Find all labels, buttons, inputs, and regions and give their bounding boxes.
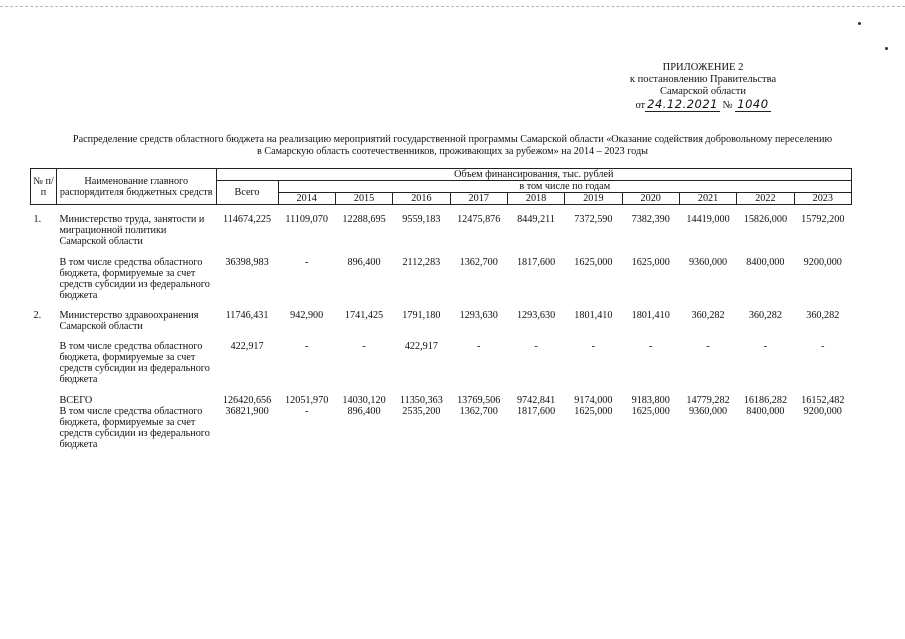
row-year-value: 7382,390 (631, 214, 670, 225)
row-year-value: 14779,282 (686, 395, 730, 406)
row-total: 126420,656 (222, 395, 272, 406)
table-row (31, 257, 852, 301)
header-year: 2018 (507, 193, 564, 205)
row-year-value: 896,400 (347, 406, 381, 417)
header-year: 2015 (335, 193, 392, 205)
row-year-value: 16152,482 (801, 395, 845, 406)
row-year-value: 9183,800 (631, 395, 670, 406)
row-year-value: 9174,000 (574, 395, 613, 406)
header-year: 2020 (622, 193, 679, 205)
row-spacer (31, 301, 852, 310)
row-year-value: - (304, 341, 309, 352)
row-year-value: 12051,970 (285, 395, 329, 406)
row-year-value: 1293,630 (459, 310, 498, 321)
row-year-value: 16186,282 (743, 395, 788, 406)
row-year-value: 9360,000 (688, 406, 728, 417)
header-year: 2016 (393, 193, 450, 205)
scan-speck (885, 47, 888, 50)
row-number (31, 406, 57, 450)
annex-title: ПРИЛОЖЕНИЕ 2 (662, 62, 744, 73)
header-num: № п/п (31, 169, 57, 205)
row-year-value: 9200,000 (803, 406, 842, 417)
document-title (30, 134, 875, 158)
header-total: Всего (216, 181, 278, 205)
row-year-value: 1362,700 (459, 257, 498, 268)
annex-line-2: Самарской области (660, 86, 746, 97)
row-year-value: - (304, 257, 309, 268)
row-year-value: 942,900 (290, 310, 324, 321)
row-year-value: 15792,200 (801, 214, 845, 225)
scan-speck (858, 22, 861, 25)
annex-block (593, 62, 813, 112)
row-year-value: - (821, 341, 825, 352)
row-year-value: 9742,841 (516, 395, 556, 406)
row-year-value: 9200,000 (803, 257, 842, 268)
header-funding: Объем финансирования, тыс. рублей (216, 169, 851, 181)
row-number (31, 257, 57, 301)
row-total: 36821,900 (225, 406, 269, 417)
header-year: 2021 (679, 193, 736, 205)
table-row (31, 341, 852, 385)
row-year-value: 1801,410 (574, 310, 613, 321)
header-year: 2019 (565, 193, 622, 205)
document-title-line-1: Распределение средств областного бюджета на реализацию мероприятий государственной программы Самарской области «Оказание содействия добровольному переселению (72, 134, 833, 145)
row-year-value: - (649, 341, 653, 352)
header-year: 2017 (450, 193, 507, 205)
number-prefix: № (722, 100, 733, 111)
funding-table (30, 168, 852, 450)
row-year-value: 8400,000 (746, 257, 785, 268)
header-year: 2023 (794, 193, 851, 205)
row-year-value: 1817,600 (516, 257, 556, 268)
row-year-value: 422,917 (404, 341, 438, 352)
row-year-value: 13769,506 (457, 395, 501, 406)
row-total: 36398,983 (225, 257, 269, 268)
row-total: 11746,431 (225, 310, 269, 321)
row-year-value: 1817,600 (516, 406, 556, 417)
row-year-value: - (477, 341, 481, 352)
row-year-value: 11350,363 (399, 395, 443, 406)
header-by-years: в том числе по годам (278, 181, 851, 193)
row-name: Министерство труда, занятости и миграционной политики Самарской области (59, 214, 205, 247)
row-year-value: 1293,630 (516, 310, 556, 321)
table-row (31, 214, 852, 247)
row-year-value: 9360,000 (688, 257, 728, 268)
table-row (31, 310, 852, 332)
row-spacer (31, 332, 852, 341)
row-year-value: 14030,120 (342, 395, 386, 406)
row-year-value: 1625,000 (574, 257, 613, 268)
row-year-value: 896,400 (347, 257, 381, 268)
header-year: 2022 (737, 193, 794, 205)
scan-top-line (0, 6, 905, 7)
row-year-value: 1791,180 (402, 310, 441, 321)
row-year-value: - (763, 341, 768, 352)
row-year-value: - (706, 341, 710, 352)
row-year-value: 15826,000 (743, 214, 788, 225)
row-name: ВСЕГО (59, 395, 93, 406)
row-year-value: 360,282 (691, 310, 725, 321)
row-number: 1. (33, 214, 42, 225)
row-year-value: 1625,000 (631, 257, 670, 268)
row-name: В том числе средства областного бюджета, формируемые за счет средств субсидии из федерального бюджета (59, 341, 210, 385)
row-spacer (31, 247, 852, 257)
row-spacer (31, 205, 852, 215)
annex-line-1: к постановлению Правительства (629, 74, 777, 85)
table-body (31, 205, 852, 451)
annex-date-line (593, 98, 813, 112)
row-year-value: 360,282 (748, 310, 782, 321)
row-year-value: 8449,211 (517, 214, 555, 225)
row-name: Министерство здравоохранения Самарской области (59, 310, 199, 332)
row-name: В том числе средства областного бюджета, формируемые за счет средств субсидии из федерального бюджета (59, 406, 210, 450)
row-year-value: 2112,283 (402, 257, 441, 268)
row-number: 2. (33, 310, 42, 321)
row-year-value: 1625,000 (574, 406, 613, 417)
row-year-value: 11109,070 (285, 214, 328, 225)
row-year-value: 1625,000 (631, 406, 670, 417)
row-year-value: 1801,410 (631, 310, 670, 321)
row-total: 422,917 (230, 341, 264, 352)
handwritten-number: 1040 (737, 97, 769, 111)
header-name: Наименование главного распорядителя бюджетных средств (56, 169, 216, 205)
row-year-value: 7372,590 (574, 214, 613, 225)
row-year-value: 14419,000 (686, 214, 730, 225)
row-year-value: 2535,200 (402, 406, 441, 417)
row-number (31, 341, 57, 385)
handwritten-date: 24.12.2021 (647, 97, 718, 111)
row-spacer (31, 385, 852, 395)
row-year-value: 9559,183 (402, 214, 441, 225)
date-prefix: от (635, 100, 646, 111)
row-year-value: 12475,876 (457, 214, 501, 225)
row-total: 114674,225 (223, 214, 272, 225)
row-year-value: 1741,425 (344, 310, 384, 321)
row-year-value: - (534, 341, 538, 352)
document-title-line-2: в Самарскую область соотечественников, проживающих за рубежом» на 2014 – 2023 годы (257, 146, 648, 157)
header-year: 2014 (278, 193, 335, 205)
row-year-value: 8400,000 (746, 406, 785, 417)
table-row (31, 406, 852, 450)
row-year-value: 360,282 (806, 310, 840, 321)
row-year-value: 12288,695 (342, 214, 386, 225)
row-year-value: - (304, 406, 309, 417)
row-year-value: - (591, 341, 596, 352)
row-number (31, 395, 57, 406)
row-year-value: 1362,700 (459, 406, 498, 417)
row-year-value: - (362, 341, 366, 352)
table-row (31, 395, 852, 406)
row-name: В том числе средства областного бюджета, формируемые за счет средств субсидии из федерального бюджета (59, 257, 210, 301)
